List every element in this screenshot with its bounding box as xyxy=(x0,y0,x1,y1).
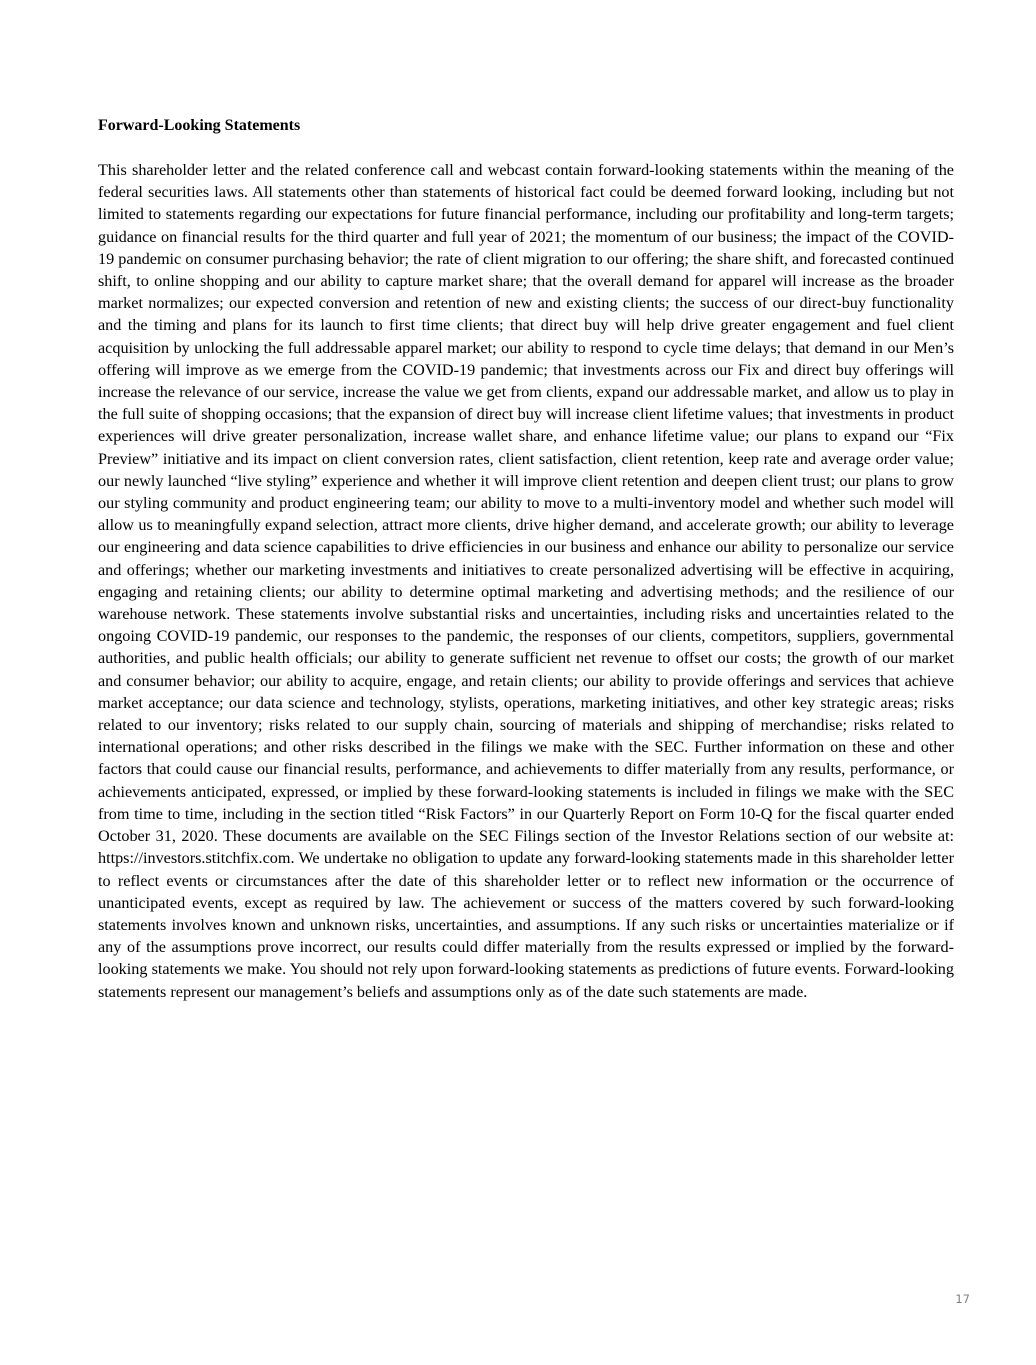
section-heading: Forward-Looking Statements xyxy=(98,117,301,134)
body-paragraph: This shareholder letter and the related conference call and webcast contain forward-looking statements within the meaning of the federal securities laws. All statements other than statements of historical fact could be deemed forward looking, including but not limited to statements regarding our expectations for future financial performance, including our profitability and long-term targets; guidance on financial results for the third quarter and full year of 2021; the momentum of our business; the impact of the COVID-19 pandemic on consumer purchasing behavior; the rate of client migration to our offering; the share shift, and forecasted continued shift, to online shopping and our ability to capture market share; that the overall demand for apparel will increase as the broader market normalizes; our expected conversion and retention of new and existing clients; the success of our direct-buy functionality and the timing and plans for its launch to first time clients; that direct buy will help drive greater engagement and fuel client acquisition by unlocking the full addressable apparel market; our ability to respond to cycle time delays; that demand in our Men’s offering will improve as we emerge from the COVID-19 pandemic; that investments across our Fix and direct buy offerings will increase the relevance of our service, increase the value we get from clients, expand our addressable market, and allow us to play in the full suite of shopping occasions; that the expansion of direct buy will increase client lifetime values; that investments in product experiences will drive greater personalization, increase wallet share, and enhance lifetime value; our plans to expand our “Fix Preview” initiative and its impact on client conversion rates, client satisfaction, client retention, keep rate and average order value; our newly launched “live styling” experience and whether it will improve client retention and deepen client trust; our plans to grow our styling community and product engineering team; our ability to move to a multi-inventory model and whether such model will allow us to meaningfully expand selection, attract more clients, drive higher demand, and accelerate growth; our ability to leverage our engineering and data science capabilities to drive efficiencies in our business and enhance our ability to personalize our service and offerings; whether our marketing investments and initiatives to create personalized advertising will be effective in acquiring, engaging and retaining clients; our ability to determine optimal marketing and advertising methods; and the resilience of our warehouse network. These statements involve substantial risks and uncertainties, including risks and uncertainties related to the ongoing COVID-19 pandemic, our responses to the pandemic, the responses of our clients, competitors, suppliers, governmental authorities, and public health officials; our ability to generate sufficient net revenue to offset our costs; the growth of our market and consumer behavior; our ability to acquire, engage, and retain clients; our ability to provide offerings and services that achieve market acceptance; our data science and technology, stylists, operations, marketing initiatives, and other key strategic areas; risks related to our inventory; risks related to our supply chain, sourcing of materials and shipping of merchandise; risks related to international operations; and other risks described in the filings we make with the SEC. Further information on these and other factors that could cause our financial results, performance, and achievements to differ materially from any results, performance, or achievements anticipated, expressed, or implied by these forward-looking statements is included in filings we make with the SEC from time to time, including in the section titled “Risk Factors” in our Quarterly Report on Form 10-Q for the fiscal quarter ended October 31, 2020. These documents are available on the SEC Filings section of the Investor Relations section of our website at: https://investors.stitchfix.com. We undertake no obligation to update any forward-looking statements made in this shareholder letter to reflect events or circumstances after the date of this shareholder letter or to reflect new information or the occurrence of unanticipated events, except as required by law. The achievement or success of the matters covered by such forward-looking statements involves known and unknown risks, uncertainties, and assumptions. If any such risks or uncertainties materialize or if any of the assumptions prove incorrect, our results could differ materially from the results expressed or implied by the forward-looking statements we make. You should not rely upon forward-looking statements as predictions of future events. Forward-looking statements represent our management’s beliefs and assumptions only as of the date such statements are made. xyxy=(98,161,954,1001)
page-number: 17 xyxy=(955,1292,970,1306)
